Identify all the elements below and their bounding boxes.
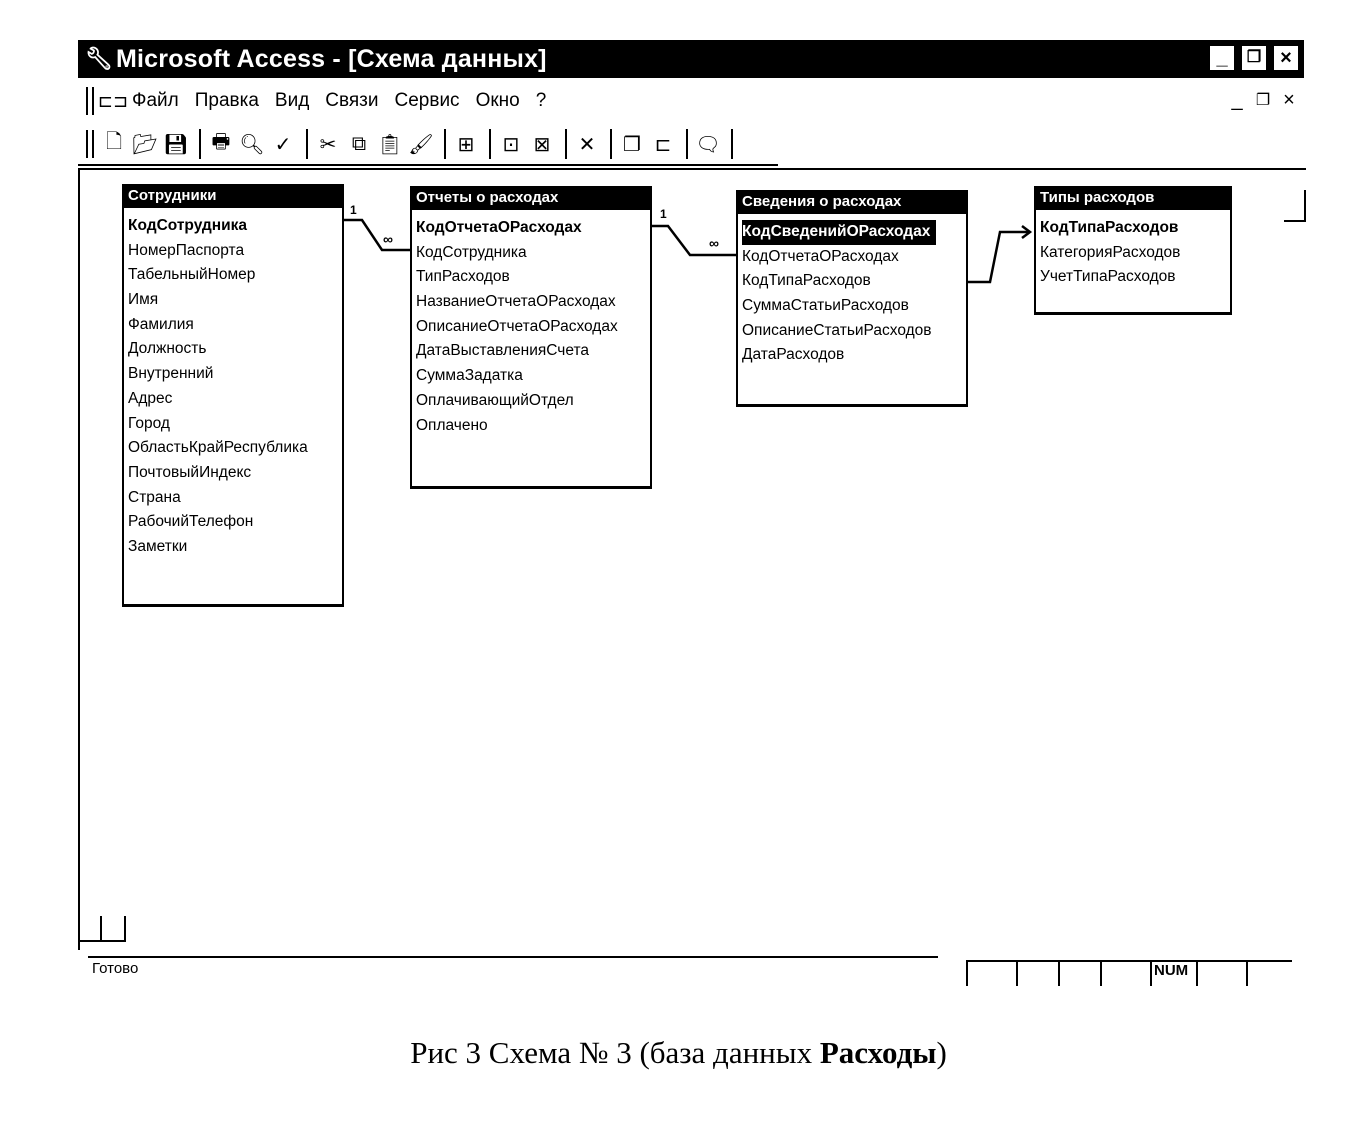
relation-line[interactable]: [342, 220, 410, 250]
one-label: 1: [660, 207, 667, 221]
format-painter-icon[interactable]: 🖌︎: [408, 133, 434, 156]
menu-edit[interactable]: Правка: [194, 90, 259, 111]
field-item[interactable]: ОплачивающийОтдел: [416, 391, 574, 409]
show-direct-icon[interactable]: ⊡: [502, 133, 520, 156]
show-table-icon[interactable]: ⊞: [457, 133, 475, 156]
field-item[interactable]: Должность: [128, 340, 207, 358]
field-item[interactable]: КодОтчетаОРасходах: [416, 219, 582, 236]
field-item[interactable]: КодТипаРасходов: [742, 272, 871, 290]
field-item[interactable]: Заметки: [128, 537, 188, 555]
num-lock-indicator: NUM: [1150, 960, 1196, 986]
field-item[interactable]: ТабельныйНомер: [128, 266, 256, 284]
relationship-icon[interactable]: ⊏: [654, 133, 672, 156]
field-item[interactable]: УчетТипаРасходов: [1040, 268, 1176, 286]
help-icon[interactable]: 🗨︎: [695, 133, 721, 156]
field-item[interactable]: Страна: [128, 488, 181, 506]
table-expense-types[interactable]: [1034, 186, 1232, 315]
field-row: [742, 220, 966, 245]
delete-icon[interactable]: ✕: [578, 133, 596, 156]
field-list: [124, 208, 342, 560]
relationships-doc-icon[interactable]: ⊏⊐: [97, 90, 129, 111]
table-expense-details[interactable]: [736, 190, 968, 407]
field-list: [412, 210, 650, 438]
field-item[interactable]: СуммаЗадатка: [416, 367, 523, 385]
many-label: ∞: [709, 235, 719, 251]
caption-text: Рис 3 Схема № 3 (база данных: [410, 1035, 820, 1070]
field-item[interactable]: ДатаРасходов: [742, 346, 845, 364]
one-label: 1: [350, 203, 357, 217]
doc-restore-button[interactable]: ❐: [1255, 92, 1271, 109]
field-item[interactable]: СуммаСтатьиРасходов: [742, 297, 909, 315]
field-item[interactable]: Внутренний: [128, 365, 214, 383]
minimize-button[interactable]: _: [1208, 44, 1236, 72]
field-item[interactable]: КатегорияРасходов: [1040, 243, 1181, 261]
relation-line[interactable]: [966, 232, 1030, 282]
field-item[interactable]: КодСотрудника: [416, 243, 527, 261]
field-item[interactable]: РабочийТелефон: [128, 513, 254, 531]
cut-icon[interactable]: ✂: [319, 133, 337, 156]
field-item[interactable]: ПочтовыйИндекс: [128, 463, 252, 481]
field-list: [1036, 210, 1230, 290]
field-item[interactable]: КодТипаРасходов: [1040, 219, 1179, 236]
doc-minimize-button[interactable]: _: [1231, 88, 1243, 111]
copy-icon[interactable]: ⧉: [351, 132, 367, 155]
field-item[interactable]: НазваниеОтчетаОРасходах: [416, 293, 616, 311]
menu-window[interactable]: Окно: [475, 90, 520, 111]
key-icon: 🔧︎: [85, 46, 113, 71]
caption-suffix: ): [936, 1035, 947, 1070]
menu-file[interactable]: Файл: [132, 90, 179, 111]
field-item[interactable]: ОписаниеОтчетаОРасходах: [416, 317, 618, 335]
table-expense-reports[interactable]: [410, 186, 652, 489]
field-item[interactable]: Адрес: [128, 389, 173, 407]
open-icon[interactable]: 📂︎: [132, 133, 158, 156]
field-item[interactable]: ОписаниеСтатьиРасходов: [742, 321, 932, 339]
field-item[interactable]: ОбластьКрайРеспублика: [128, 439, 308, 457]
field-list: [738, 214, 966, 368]
menu-tools[interactable]: Сервис: [394, 90, 460, 111]
show-all-icon[interactable]: ⊠: [533, 133, 551, 156]
relation-line[interactable]: [650, 226, 738, 255]
print-icon[interactable]: 🖶: [211, 131, 231, 153]
menu-relationships[interactable]: Связи: [325, 90, 379, 111]
status-text: Готово: [92, 960, 139, 977]
field-item[interactable]: Фамилия: [128, 315, 194, 333]
table-title[interactable]: Сотрудники: [124, 184, 342, 208]
field-item[interactable]: ДатаВыставленияСчета: [416, 342, 589, 360]
menu-help[interactable]: ?: [535, 90, 547, 111]
field-item-selected[interactable]: КодСведенийОРасходах: [742, 220, 936, 245]
figure-caption: [0, 1035, 1357, 1071]
field-item[interactable]: Оплачено: [416, 416, 488, 434]
paste-icon[interactable]: 📋︎: [377, 133, 403, 156]
print-preview-icon[interactable]: 🔍︎: [239, 133, 265, 156]
field-item[interactable]: ТипРасходов: [416, 268, 510, 286]
spelling-icon[interactable]: ✓: [274, 133, 292, 156]
table-title[interactable]: Сведения о расходах: [738, 190, 966, 214]
restore-button[interactable]: ❐: [1240, 44, 1268, 72]
window-title: Microsoft Access - [Схема данных]: [116, 44, 547, 73]
save-icon[interactable]: 💾︎: [163, 133, 189, 156]
table-title[interactable]: Типы расходов: [1036, 186, 1230, 210]
new-object-icon[interactable]: ❐: [623, 133, 641, 156]
table-employees[interactable]: [122, 184, 344, 607]
caption-db-name: Расходы: [819, 1035, 937, 1070]
field-item[interactable]: Имя: [128, 291, 159, 309]
field-item[interactable]: КодСотрудника: [128, 217, 248, 234]
menu-view[interactable]: Вид: [274, 90, 310, 111]
close-button[interactable]: ×: [1272, 44, 1300, 72]
field-item[interactable]: Город: [128, 414, 170, 432]
table-title[interactable]: Отчеты о расходах: [412, 186, 650, 210]
new-icon[interactable]: 🗋: [105, 131, 123, 153]
doc-close-button[interactable]: ×: [1283, 88, 1295, 111]
many-label: ∞: [383, 231, 393, 247]
field-item[interactable]: КодОтчетаОРасходах: [742, 247, 899, 265]
field-item[interactable]: НомерПаспорта: [128, 241, 245, 259]
